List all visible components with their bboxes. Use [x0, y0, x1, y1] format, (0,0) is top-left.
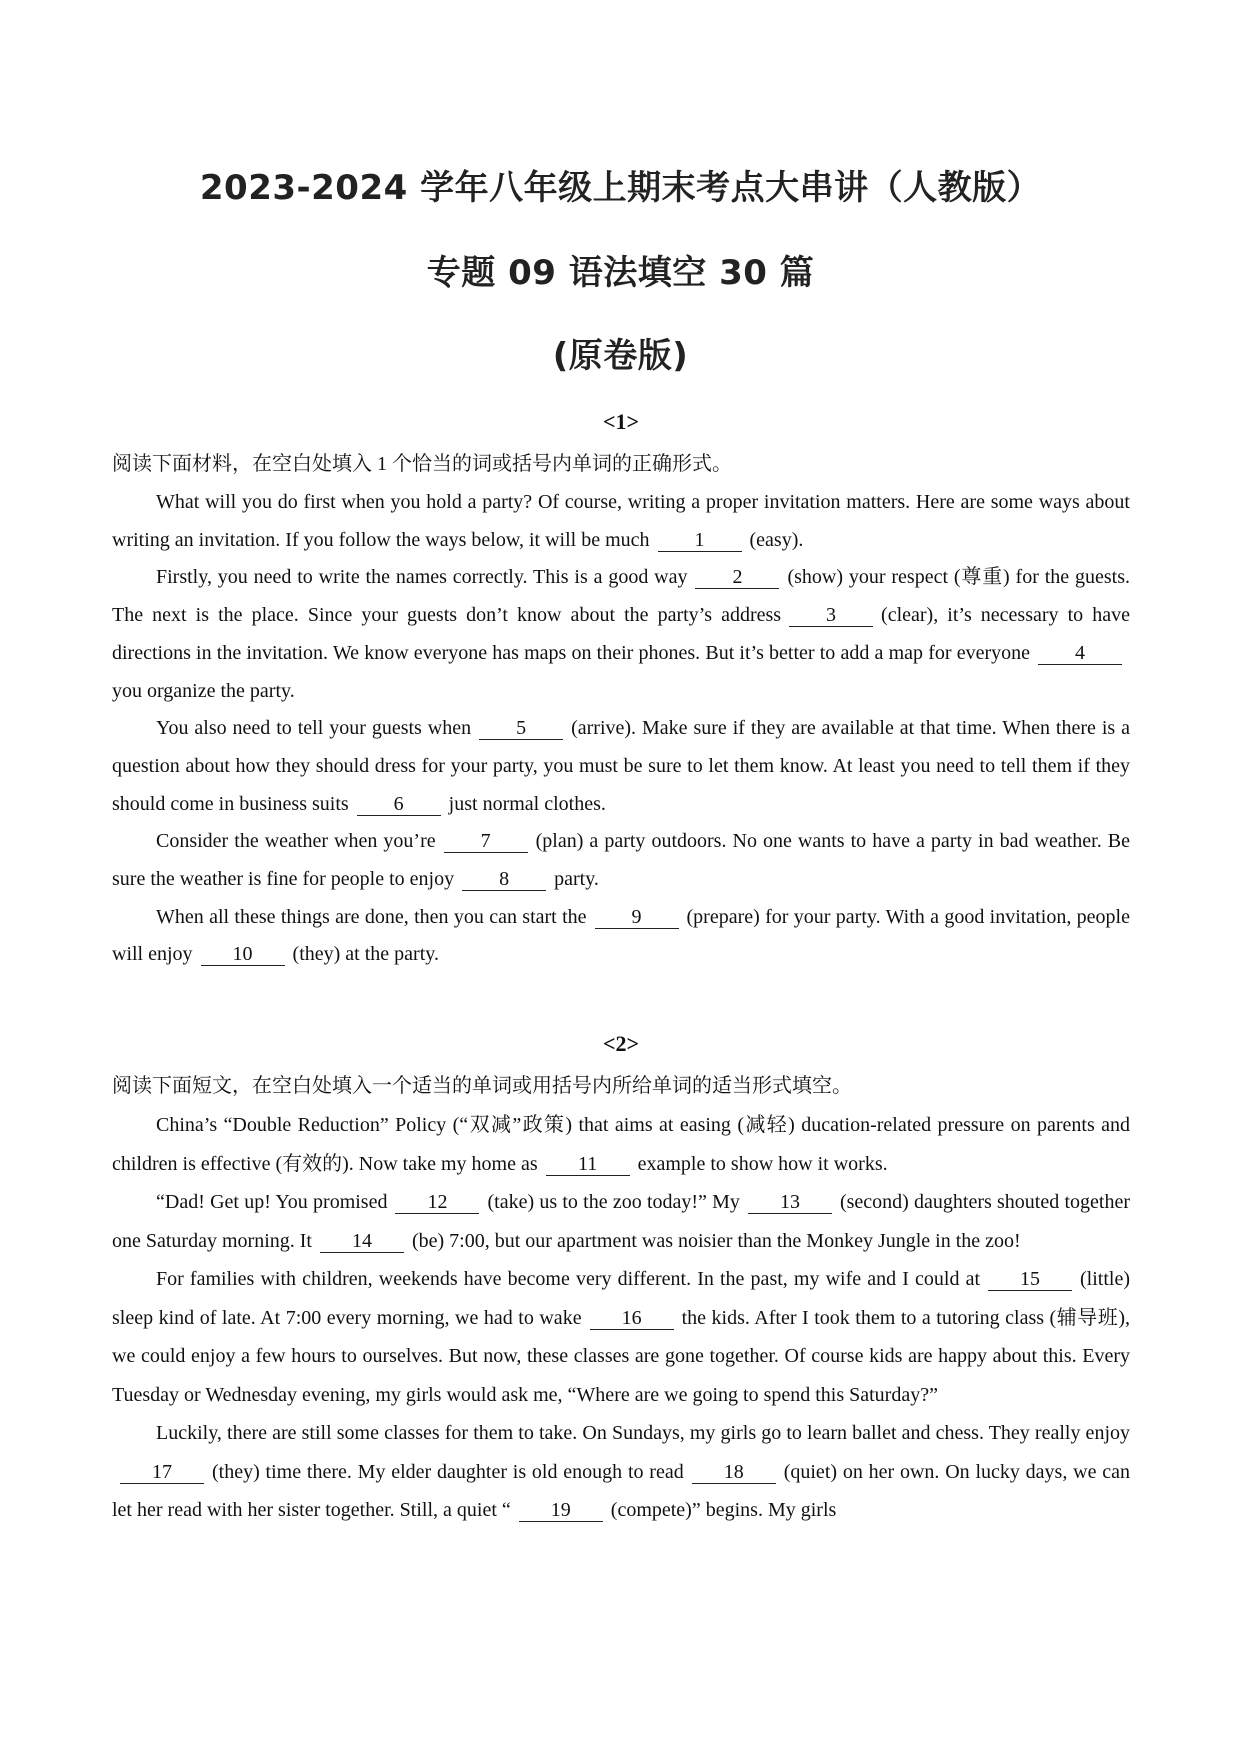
answer-blank[interactable]: 4: [1038, 642, 1122, 665]
paragraph-text: (clear), it’s necessary to have directions in the invitation. We know everyone has maps on their phones. But it’s better to add a map for everyone: [112, 604, 1130, 664]
paragraph-text: (plan) a party outdoors. No one wants to have a party in bad weather. Be sure the weather is fine for people to enjoy: [112, 830, 1130, 891]
paragraph-text: you organize the party.: [112, 679, 295, 702]
answer-blank[interactable]: 14: [320, 1230, 404, 1253]
paragraph-text: (quiet) on her own. On lucky days, we can let her read with her sister together. Still, a quiet “: [112, 1460, 1130, 1522]
paragraph-text: just normal clothes.: [448, 792, 606, 815]
paragraph-text: When all these things are done, then you can start the: [156, 905, 587, 928]
paragraph-text: (little) sleep kind of late. At 7:00 every morning, we had to wake: [112, 1268, 1130, 1329]
paragraph-text: (take) us to the zoo today!” My: [487, 1191, 740, 1214]
answer-blank[interactable]: 15: [988, 1268, 1072, 1291]
paragraph-text: “Dad! Get up! You promised: [156, 1191, 388, 1214]
paragraph-text: the kids. After I took them to a tutoring class (辅导班), we could enjoy a few hours to ourselves. But now, these classes are gone together. Of course kids are happy about this. Every Tuesday or Wednesday evening, my girls would ask me, “Where are we going to spend this Saturday?”: [112, 1306, 1130, 1406]
answer-blank[interactable]: 10: [201, 943, 285, 966]
paragraph-text: (show) your respect (尊重) for the guests. The next is the place. Since your guests don’t know about the party’s address: [112, 566, 1130, 627]
doc-subtitle: 专题 09 语法填空 30 篇: [426, 253, 815, 293]
section-instruction: 阅读下面短文，在空白处填入一个适当的单词或用括号内所给单词的适当形式填空。: [112, 1075, 852, 1098]
answer-blank[interactable]: 13: [748, 1191, 832, 1214]
answer-blank[interactable]: 8: [462, 868, 546, 891]
paragraph-text: (they) at the party.: [292, 943, 439, 966]
paragraph-text: China’s “Double Reduction” Policy (“双减”政策) that aims at easing (减轻) ducation-related pressure on parents and children is effective (有效的). Now take my home as: [112, 1114, 1130, 1175]
paragraph-text: You also need to tell your guests when: [156, 717, 472, 740]
paragraph-text: (they) time there. My elder daughter is old enough to read: [212, 1460, 684, 1483]
section-2: [112, 1022, 1130, 1530]
answer-blank[interactable]: 2: [695, 566, 779, 589]
answer-blank[interactable]: 19: [519, 1499, 603, 1522]
paragraph-text: (be) 7:00, but our apartment was noisier than the Monkey Jungle in the zoo!: [411, 1229, 1021, 1252]
document-body: [112, 400, 1130, 1530]
answer-blank[interactable]: 11: [546, 1153, 630, 1176]
paragraph-text: Consider the weather when you’re: [156, 830, 436, 853]
answer-blank[interactable]: 18: [692, 1461, 776, 1484]
paragraph: [112, 823, 1130, 898]
paragraph: [112, 1260, 1130, 1414]
section-instruction: 阅读下面材料，在空白处填入 1 个恰当的词或括号内单词的正确形式。: [112, 453, 732, 475]
paragraph: [112, 484, 1130, 559]
answer-blank[interactable]: 7: [444, 830, 528, 853]
paragraph: [112, 1414, 1130, 1530]
doc-title: 2023-2024 学年八年级上期末考点大串讲（人教版）: [199, 168, 1042, 208]
answer-blank[interactable]: 9: [595, 906, 679, 929]
answer-blank[interactable]: 5: [479, 717, 563, 740]
answer-blank[interactable]: 6: [357, 793, 441, 816]
paragraph-text: (second) daughters shouted together one Saturday morning. It: [112, 1191, 1130, 1252]
paragraph-text: (easy).: [749, 528, 804, 551]
paragraph-text: (arrive). Make sure if they are available at that time. When there is a question about how they should dress for your party, you must be sure to let them know. At least you need to tell them if they should come in business suits: [112, 717, 1130, 815]
paragraph: [112, 1183, 1130, 1260]
section-1: [112, 400, 1130, 974]
paragraph-text: (prepare) for your party. With a good invitation, people will enjoy: [112, 905, 1130, 966]
paragraph-text: example to show how it works.: [637, 1152, 888, 1175]
paragraph-text: (compete)” begins. My girls: [610, 1499, 837, 1522]
paragraph-text: What will you do first when you hold a party? Of course, writing a proper invitation matters. Here are some ways about writing an invitation. If you follow the ways below, it will be much: [112, 491, 1130, 551]
doc-version-label: (原卷版): [552, 336, 689, 376]
paragraph: [112, 710, 1130, 823]
section-number: <1>: [602, 409, 640, 434]
paragraph-text: Luckily, there are still some classes for them to take. On Sundays, my girls go to learn ballet and chess. They really enjoy: [156, 1422, 1130, 1445]
answer-blank[interactable]: 3: [789, 604, 873, 627]
paragraph-text: For families with children, weekends have become very different. In the past, my wife and I could at: [156, 1268, 981, 1291]
answer-blank[interactable]: 16: [590, 1307, 674, 1330]
paragraph-text: Firstly, you need to write the names correctly. This is a good way: [156, 566, 688, 589]
answer-blank[interactable]: 1: [658, 529, 742, 552]
section-number: <2>: [602, 1031, 640, 1057]
answer-blank[interactable]: 17: [120, 1461, 204, 1484]
paragraph: [112, 559, 1130, 710]
paragraph-text: party.: [554, 868, 599, 891]
answer-blank[interactable]: 12: [395, 1191, 479, 1214]
paragraph: [112, 1106, 1130, 1183]
paragraph: [112, 899, 1130, 974]
